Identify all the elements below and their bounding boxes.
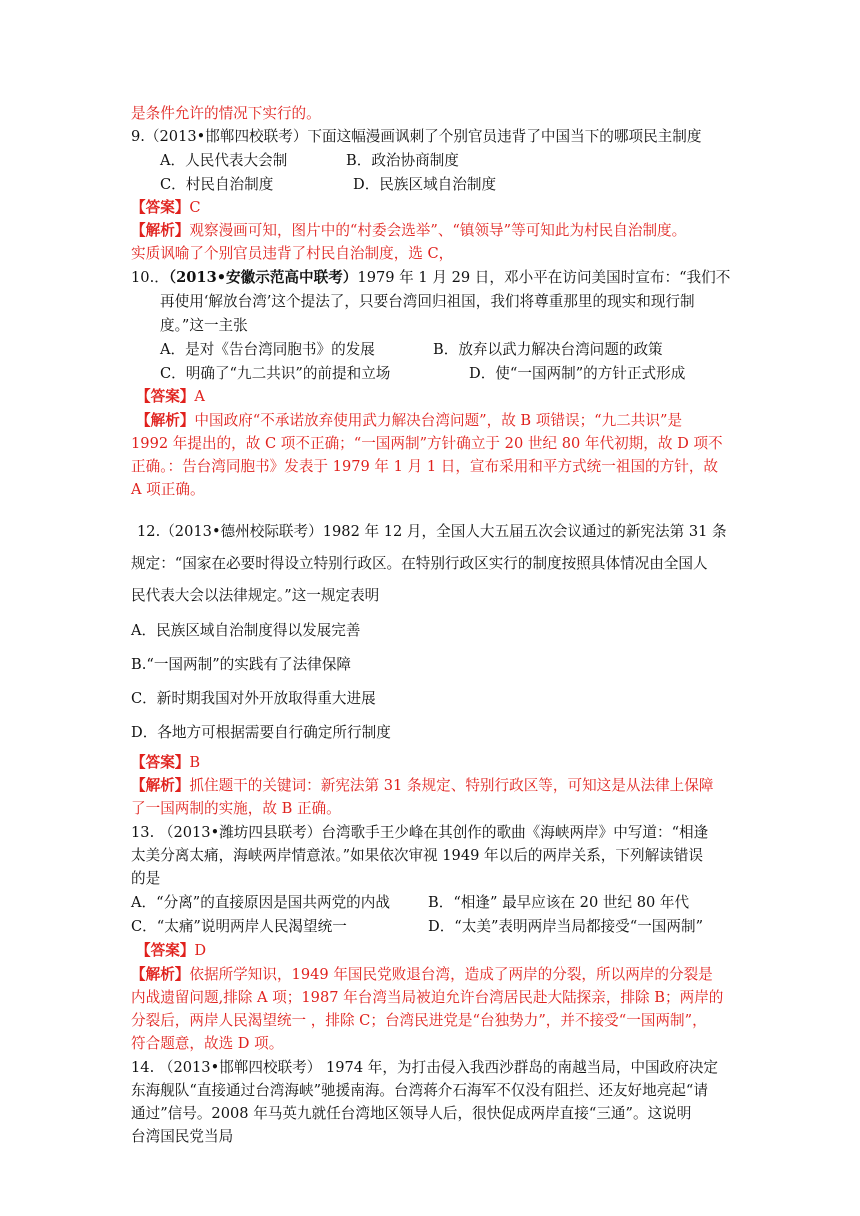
q12-analysis-line-1 [131, 775, 713, 797]
q12-answer [131, 752, 200, 774]
q12-option-d: D．各地方可根据需要自行确定所行制度 [131, 724, 391, 741]
q12-stem-line-3: 民代表大会以法律规定。”这一规定表明 [131, 587, 380, 604]
q10-analysis-line-1 [136, 410, 682, 432]
q13-analysis-line-1 [131, 964, 713, 986]
q10-answer-label: 【答案】 [136, 388, 195, 405]
q13-option-a: A．“分离”的直接原因是国共两党的内战 [131, 894, 390, 911]
q13-analysis-line-2: 内战遗留问题,排除 A 项；1987 年台湾当局被迫允许台湾居民赴大陆探亲，排除 B；两岸的 [131, 989, 724, 1006]
q13-option-b: B．“相逢” 最早应该在 20 世纪 80 年代 [428, 894, 690, 911]
q14-stem-line-2: 东海舰队“直接通过台湾海峡”驰援南海。台湾蒋介石海军不仅没有阻拦、还友好地亮起“请 [131, 1082, 708, 1099]
q10-stem-line-2: 再使用‘解放台湾’这个提法了，只要台湾回归祖国，我们将尊重那里的现实和现行制 [160, 293, 695, 310]
q12-stem-line-2: 规定：“国家在必要时得设立特别行政区。在特别行政区实行的制度按照具体情况由全国人 [131, 555, 708, 572]
q12-stem-line-1: 12.（2013•德州校际联考）1982 年 12 月，全国人大五届五次会议通过的新宪法第 31 条 [137, 523, 727, 540]
q13-answer-value: D [194, 942, 207, 959]
q10-number: 10.． [131, 269, 169, 286]
q10-answer [136, 386, 205, 408]
q10-analysis-line-3: 正确。：告台湾同胞书》发表于 1979 年 1 月 1 日，宣布采用和平方式统一祖国的方针，故 [131, 458, 719, 475]
q13-stem-line-1: 13. （2013•潍坊四县联考）台湾歌手王少峰在其创作的歌曲《海峡两岸》中写道：“相逢 [131, 824, 709, 841]
q13-option-d: D．“太美”表明两岸当局都接受“一国两制” [428, 918, 704, 935]
q9-option-d: D．民族区域自治制度 [353, 176, 497, 193]
q10-option-b: B．放弃以武力解决台湾问题的政策 [433, 341, 663, 358]
q13-answer-label: 【答案】 [136, 942, 195, 959]
q12-analysis-text-1: 抓住题干的关键词：新宪法第 31 条规定、特别行政区等，可知这是从法律上保障 [189, 777, 714, 794]
q12-answer-label: 【答案】 [131, 754, 190, 771]
q9-answer [131, 197, 201, 219]
q9-stem: 9.（2013•邯郸四校联考）下面这幅漫画讽刺了个别官员违背了中国当下的哪项民主制度 [131, 128, 702, 145]
q9-analysis-text-1: 观察漫画可知，图片中的“村委会选举”、“镇领导”等可知此为村民自治制度。 [189, 222, 687, 239]
intro-tail: 是条件允许的情况下实行的。 [131, 105, 321, 122]
q13-stem-line-2: 太美分离太痛，海峡两岸情意浓。”如果依次审视 1949 年以后的两岸关系，下列解读错误 [131, 847, 703, 864]
q12-analysis-label: 【解析】 [131, 777, 190, 794]
q14-stem-line-4: 台湾国民党当局 [131, 1128, 234, 1145]
q12-option-a: A．民族区域自治制度得以发展完善 [131, 622, 361, 639]
q9-analysis-line-2: 实质讽喻了个别官员违背了村民自治制度，选 C， [131, 245, 454, 262]
q10-source: （2013•安徽示范高中联考） [168, 269, 358, 286]
q10-stem-line-3: 度。”这一主张 [160, 317, 248, 334]
q9-analysis-line-1 [131, 220, 686, 242]
q13-analysis-text-1: 依据所学知识，1949 年国民党败退台湾，造成了两岸的分裂，所以两岸的分裂是 [189, 966, 713, 983]
q9-analysis-label: 【解析】 [131, 222, 190, 239]
q12-analysis-line-2: 了一国两制的实施，故 B 正确。 [131, 800, 341, 817]
q10-analysis-text-1: 中国政府“不承诺放弃使用武力解决台湾问题”，故 B 项错误；“九二共识”是 [194, 412, 683, 429]
q10-option-a: A．是对《告台湾同胞书》的发展 [160, 341, 375, 358]
q14-stem-line-3: 通过”信号。2008 年马英九就任台湾地区领导人后，很快促成两岸直接“三通”。这说明 [131, 1105, 692, 1122]
q10-answer-value: A [194, 388, 205, 405]
q10-option-c: C．明确了“九二共识”的前提和立场 [160, 365, 391, 382]
q10-stem-text-1: 1979 年 1 月 29 日，邓小平在访问美国时宣布：“我们不 [357, 269, 731, 286]
q9-option-c: C．村民自治制度 [160, 176, 274, 193]
q13-analysis-label: 【解析】 [131, 966, 190, 983]
q10-analysis-line-4: A 项正确。 [131, 481, 205, 498]
q12-option-c: C．新时期我国对外开放取得重大进展 [131, 690, 376, 707]
q13-answer [136, 940, 206, 962]
q10-stem-line-1 [131, 267, 730, 289]
q9-option-b: B．政治协商制度 [346, 152, 459, 169]
q10-analysis-line-2: 1992 年提出的，故 C 项不正确；“一国两制”方针确立于 20 世纪 80 年代初期，故 D 项不 [131, 435, 723, 452]
q13-analysis-line-4: 符合题意，故选 D 项。 [131, 1035, 284, 1052]
q9-option-a: A．人民代表大会制 [160, 152, 288, 169]
q13-analysis-line-3: 分裂后，两岸人民渴望统一 ，排除 C；台湾民进党是“台独势力”，并不接受“一国两制”， [131, 1012, 707, 1029]
q10-analysis-label: 【解析】 [136, 412, 195, 429]
q10-option-d: D．使“一国两制”的方针正式形成 [469, 365, 686, 382]
q13-stem-line-3: 的是 [131, 870, 161, 887]
q14-stem-line-1: 14. （2013•邯郸四校联考） 1974 年，为打击侵入我西沙群岛的南越当局，中国政府决定 [131, 1059, 719, 1076]
q12-option-b: B.“一国两制”的实践有了法律保障 [131, 656, 352, 673]
q12-answer-value: B [189, 754, 201, 771]
q9-answer-value: C [189, 199, 201, 216]
q13-option-c: C．“太痛”说明两岸人民渴望统一 [131, 918, 347, 935]
q9-answer-label: 【答案】 [131, 199, 190, 216]
